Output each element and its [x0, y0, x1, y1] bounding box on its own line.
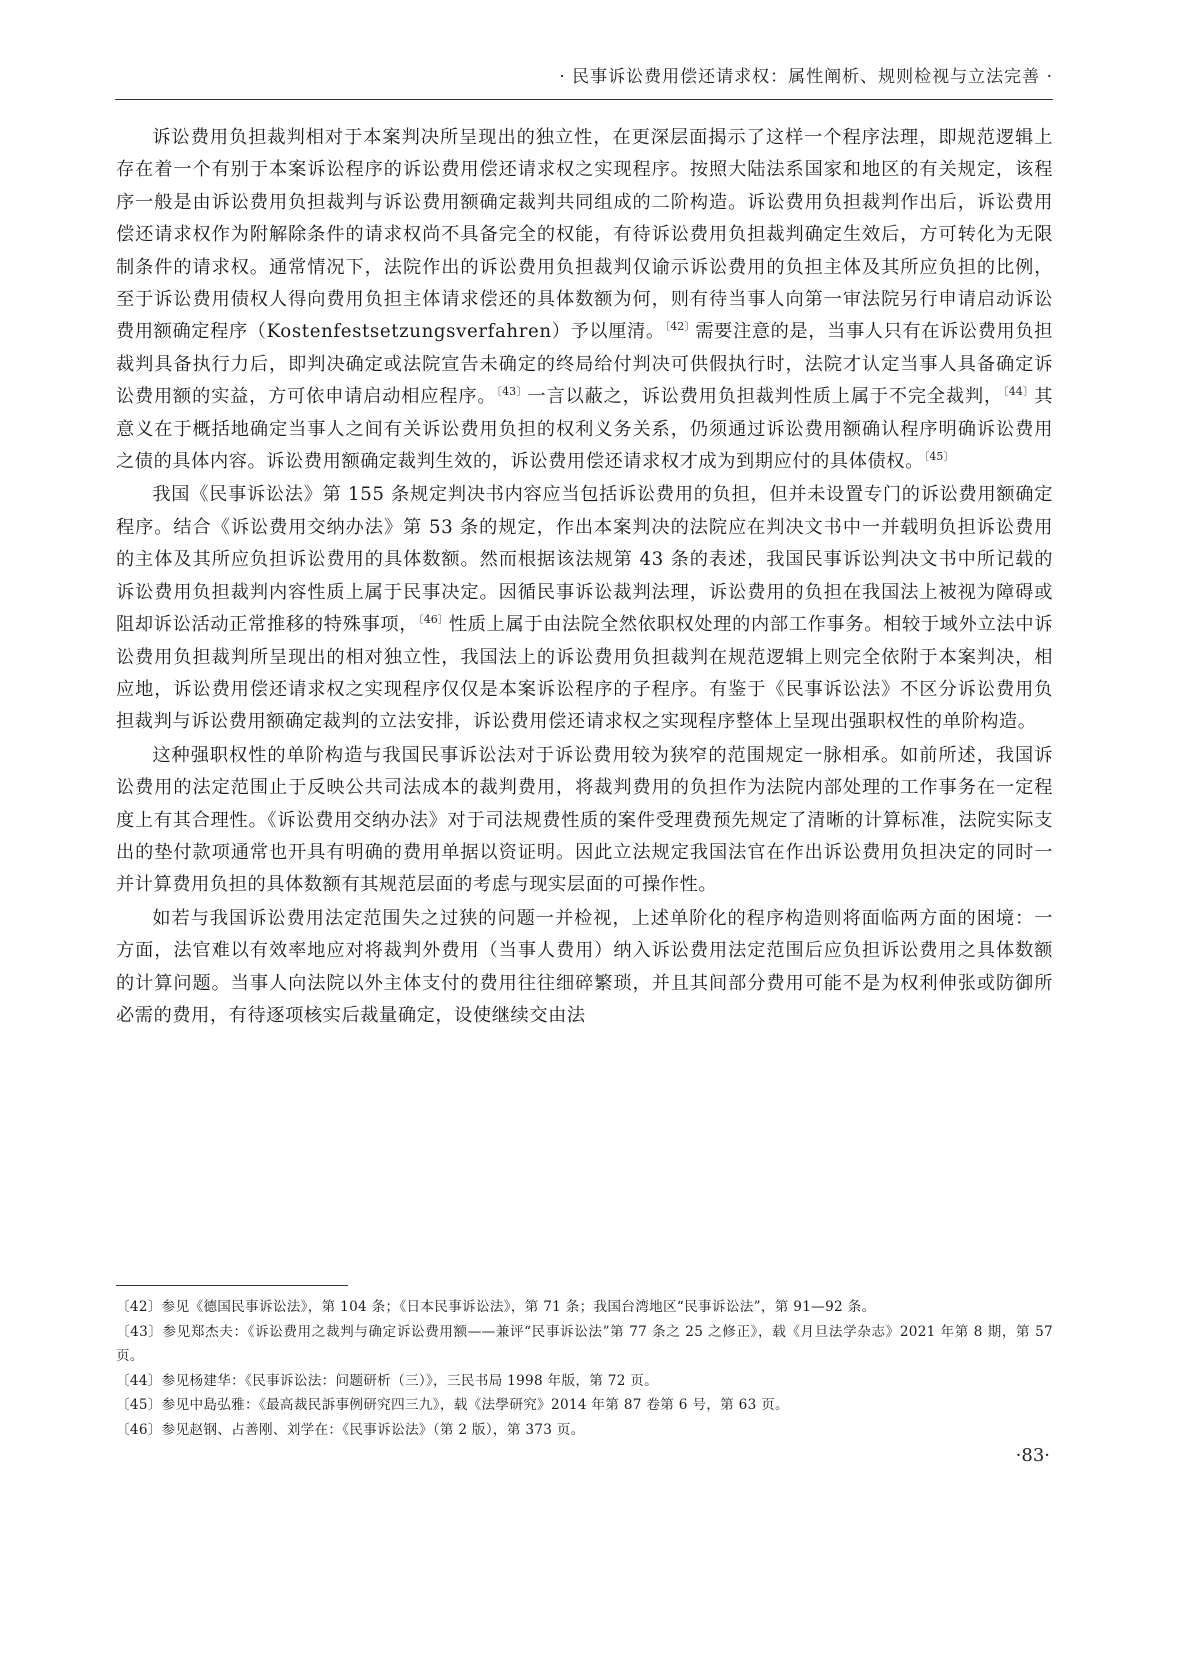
paragraph-text: 需要注意的是，当事人只有在诉讼费用负担裁判具备执行力后，即判决确定或法院宣告未确定的终局给付判决可供假执行时，法院才认定当事人具备确定诉讼费用额的实益，方可依申请启动相应程序。 — [116, 321, 1053, 408]
paragraph-text: 我国《民事诉讼法》第 155 条规定判决书内容应当包括诉讼费用的负担，但并未设置专门的诉讼费用额确定程序。结合《诉讼费用交纳办法》第 53 条的规定，作出本案判决的法院应在判决文书中一并载明负担诉讼费用的主体及其所应负担诉讼费用的具体数额。然而根据该法规第 43 条的表述，我国民事诉讼判决文书中所记载的诉讼费用负担裁判内容性质上属于民事决定。因循民事诉讼裁判法理，诉讼费用的负担在我国法上被视为障碍或阻却诉讼活动正常推移的特殊事项， — [116, 484, 1053, 636]
footnote-rule — [116, 1285, 348, 1286]
page-number: ·83· — [1015, 1445, 1050, 1466]
paragraph-text: 其意义在于概括地确定当事人之间有关诉讼费用负担的权利义务关系，仍须通过诉讼费用额确认程序明确诉讼费用之债的具体内容。诉讼费用额确定裁判生效的，诉讼费用偿还请求权才成为到期应付的具体债权。 — [116, 386, 1053, 473]
footnote: 〔45〕参见中島弘雅：《最高裁民訴事例研究四三九》，载《法學研究》2014 年第 87 卷第 6 号，第 63 页。 — [116, 1397, 789, 1413]
paragraph-text: 性质上属于由法院全然依职权处理的内部工作事务。相较于域外立法中诉讼费用负担裁判所呈现出的相对独立性，我国法上的诉讼费用负担裁判在规范逻辑上则完全依附于本案判决，相应地，诉讼费用偿还请求权之实现程序仅仅是本案诉讼程序的子程序。有鉴于《民事诉讼法》不区分诉讼费用负担裁判与诉讼费用额确定裁判的立法安排，诉讼费用偿还请求权之实现程序整体上呈现出强职权性的单阶构造。 — [116, 614, 1053, 733]
paragraph-text: 如若与我国诉讼费用法定范围失之过狭的问题一并检视，上述单阶化的程序构造则将面临两方面的困境：一方面，法官难以有效率地应对将裁判外费用（当事人费用）纳入诉讼费用法定范围后应负担诉讼费用之具体数额的计算问题。当事人向法院以外主体支付的费用往往细碎繁琐，并且其间部分费用可能不是为权利伸张或防御所必需的费用，有待逐项核实后裁量确定，设使继续交由法 — [116, 907, 1053, 1026]
paragraph-text: 这种强职权性的单阶构造与我国民事诉讼法对于诉讼费用较为狭窄的范围规定一脉相承。如前所述，我国诉讼费用的法定范围止于反映公共司法成本的裁判费用，将裁判费用的负担作为法院内部处理的工作事务在一定程度上有其合理性。《诉讼费用交纳办法》对于司法规费性质的案件受理费预先规定了清晰的计算标准，法院实际支出的垫付款项通常也开具有明确的费用单据以资证明。因此立法规定我国法官在作出诉讼费用负担决定的同时一并计算费用负担的具体数额有其规范层面的考虑与现实层面的可操作性。 — [116, 744, 1053, 896]
footnote: 〔46〕参见赵钢、占善刚、刘学在：《民事诉讼法》（第 2 版），第 373 页。 — [116, 1421, 585, 1438]
footnote: 〔43〕参见郑杰夫：《诉讼费用之裁判与确定诉讼费用额——兼评“民事诉讼法”第 77 条之 25 之修正》，载《月旦法学杂志》2021 年第 8 期，第 57 页。 — [116, 1323, 1053, 1364]
paragraph — [116, 740, 1053, 902]
footnote: 〔42〕参见《德国民事诉讼法》，第 104 条；《日本民事诉讼法》，第 71 条；我国台湾地区“民事诉讼法”，第 91—92 条。 — [116, 1299, 876, 1315]
header-rule — [115, 99, 1053, 100]
body-text — [116, 122, 1053, 1033]
paragraph — [116, 122, 1053, 478]
paragraph-text: 诉讼费用负担裁判相对于本案判决所呈现出的独立性，在更深层面揭示了这样一个程序法理，即规范逻辑上存在着一个有别于本案诉讼程序的诉讼费用偿还请求权之实现程序。按照大陆法系国家和地区的有关规定，该程序一般是由诉讼费用负担裁判与诉讼费用额确定裁判共同组成的二阶构造。诉讼费用负担裁判作出后，诉讼费用偿还请求权作为附解除条件的请求权尚不具备完全的权能，有待诉讼费用负担裁判确定生效后，方可转化为无限制条件的请求权。通常情况下，法院作出的诉讼费用负担裁判仅谕示诉讼费用的负担主体及其所应负担的比例，至于诉讼费用债权人得向费用负担主体请求偿还的具体数额为何，则有待当事人向第一审法院另行申请启动诉讼费用额确定程序（Kostenfestsetzungsverfahren）予以厘清。 — [116, 127, 1053, 343]
footnotes — [116, 1295, 1053, 1442]
footnote: 〔44〕参见杨建华：《民事诉讼法：问题研析（三）》，三民书局 1998 年版，第 72 页。 — [116, 1372, 659, 1389]
paragraph-text: 一言以蔽之，诉讼费用负担裁判性质上属于不完全裁判， — [527, 386, 1003, 408]
running-header: · 民事诉讼费用偿还请求权：属性阐析、规则检视与立法完善 · — [559, 67, 1053, 87]
paragraph — [116, 903, 1053, 1033]
footnote-ref: 〔42〕 — [664, 320, 696, 334]
footnote-ref: 〔44〕 — [1003, 385, 1035, 399]
footnote-ref: 〔46〕 — [418, 613, 449, 627]
footnote-ref: 〔43〕 — [496, 385, 528, 399]
footnote-ref: 〔45〕 — [923, 450, 955, 463]
paragraph — [116, 479, 1053, 738]
